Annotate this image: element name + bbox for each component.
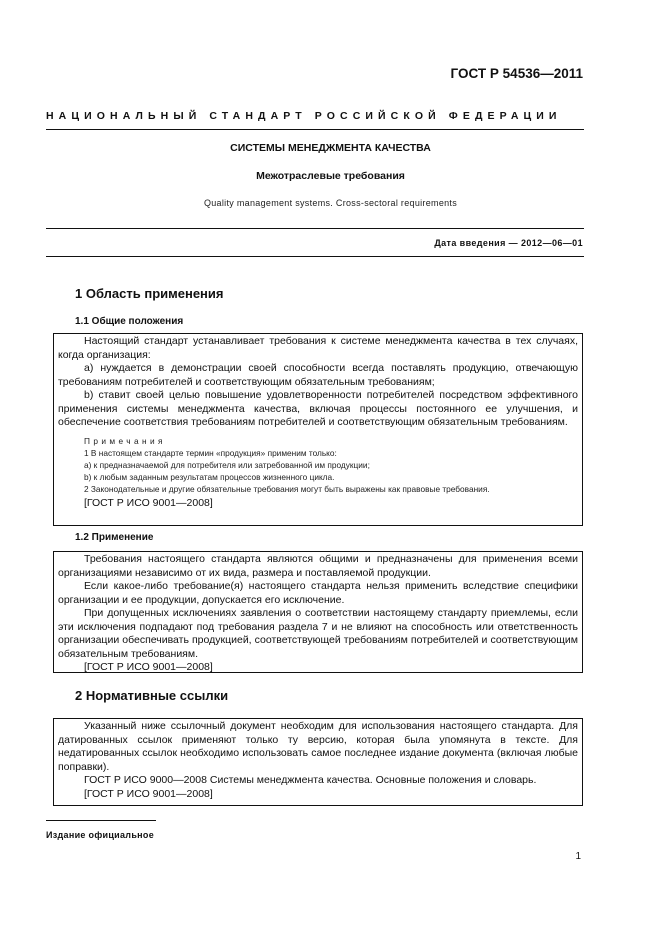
official-edition-label: Издание официальное xyxy=(46,830,155,840)
document-code: ГОСТ Р 54536—2011 xyxy=(450,66,583,81)
paragraph: a) нуждается в демонстрации своей способности всегда поставлять продукцию, отвечающую требованиям потребителей и соответствующим обязательным требованиям; xyxy=(58,362,578,388)
document-title-english: Quality management systems. Cross-sectoral requirements xyxy=(203,198,458,208)
application-box xyxy=(53,551,583,673)
paragraph: Указанный ниже ссылочный документ необходим для использования настоящего стандарта. Для датированных ссылок применяют только ту версию, которая была упомянута в тексте. Для недатированных ссылок необходимо использовать самое последнее издание документа (включая любые поправки). xyxy=(58,720,578,773)
note-item: b) к любым заданным результатам процессов жизненного цикла. xyxy=(84,471,335,482)
reference-citation: [ГОСТ Р ИСО 9001—2008] xyxy=(84,496,213,509)
paragraph: ГОСТ Р ИСО 9000—2008 Системы менеджмента качества. Основные положения и словарь. xyxy=(84,774,537,786)
reference-citation: [ГОСТ Р ИСО 9001—2008] xyxy=(84,787,213,800)
subsection-1-2-heading: 1.2 Применение xyxy=(75,532,154,543)
paragraph: При допущенных исключениях заявления о соответствии настоящему стандарту приемлемы, если эти исключения подпадают под требования раздела 7 и не влияют на способность или ответственность организации обеспечивать продукцией, соответствующей требованиям потребителей и соответствующим обязательным требованиям. xyxy=(58,607,578,660)
note-item: a) к предназначаемой для потребителя или затребованной им продукции; xyxy=(84,459,370,470)
header-rule xyxy=(46,129,584,130)
note-item: 1 В настоящем стандарте термин «продукция» применим только: xyxy=(84,447,337,458)
note-item: 2 Законодательные и другие обязательные требования могут быть выражены как правовые требования. xyxy=(84,483,490,494)
introduction-date: Дата введения — 2012—06—01 xyxy=(434,238,583,248)
notes-title: Примечания xyxy=(84,435,166,446)
document-title: СИСТЕМЫ МЕНЕДЖМЕНТА КАЧЕСТВА xyxy=(230,142,431,154)
footer-rule xyxy=(46,820,156,821)
title-rule xyxy=(46,228,584,229)
general-provisions-box xyxy=(53,333,583,526)
national-standard-banner: НАЦИОНАЛЬНЫЙ СТАНДАРТ РОССИЙСКОЙ ФЕДЕРАЦИИ xyxy=(46,110,562,122)
paragraph: b) ставит своей целью повышение удовлетворенности потребителей посредством эффективного применения системы менеджмента качества, включая процессы постоянного ее улучшения, и обеспечение соответствия требованиям потребителей и соответствующим обязательным требованиям. xyxy=(58,389,578,428)
paragraph: Если какое-либо требование(я) настоящего стандарта нельзя применить вследствие специфики организации и ее продукции, допускается его исключение. xyxy=(58,580,578,606)
section-2-heading: 2 Нормативные ссылки xyxy=(75,688,229,703)
paragraph: Требования настоящего стандарта являются общими и предназначены для применения всеми организациями независимо от их вида, размера и поставляемой продукции. xyxy=(58,553,578,579)
reference-citation: [ГОСТ Р ИСО 9001—2008] xyxy=(84,661,213,673)
subsection-1-1-heading: 1.1 Общие положения xyxy=(75,316,184,327)
document-subtitle: Межотраслевые требования xyxy=(256,170,405,182)
page-number: 1 xyxy=(575,851,581,862)
section-1-heading: 1 Область применения xyxy=(75,286,224,301)
normative-references-box xyxy=(53,718,583,806)
paragraph: Настоящий стандарт устанавливает требования к системе менеджмента качества в тех случаях, когда организация: xyxy=(58,335,578,361)
date-rule xyxy=(46,256,584,257)
